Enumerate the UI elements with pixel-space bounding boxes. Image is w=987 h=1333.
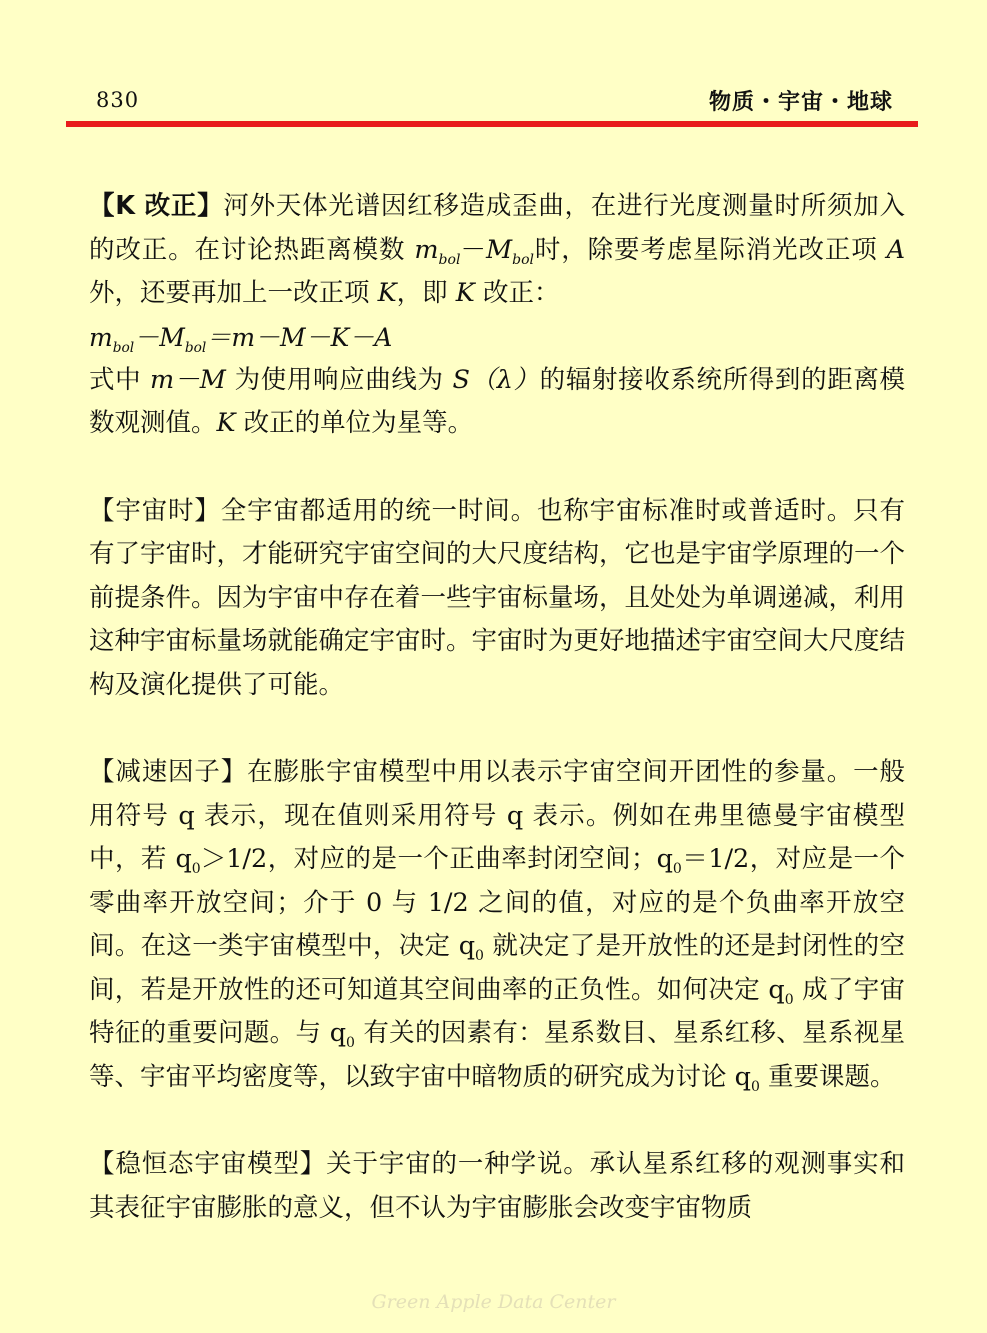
math-inequality: ＞1/2 xyxy=(200,844,268,874)
entry-term: 【稳恒态宇宙模型】 xyxy=(89,1149,327,1179)
math-q: q xyxy=(178,800,195,831)
entry-k-correction xyxy=(89,185,905,446)
math-minus: － xyxy=(460,234,486,265)
math-q0: q xyxy=(458,931,476,961)
page-number: 830 xyxy=(96,88,140,112)
formula-sub: bol xyxy=(184,339,207,356)
math-A: A xyxy=(886,234,906,265)
math-q0: q xyxy=(734,1061,751,1092)
math-half: 1/2 xyxy=(427,887,469,918)
entry-text: ，对应是一个零曲率开放空间；介于 xyxy=(89,844,905,918)
math-q0: q xyxy=(656,844,673,874)
formula-m: m xyxy=(89,322,113,352)
math-q0: q xyxy=(329,1018,347,1048)
entry-cosmic-time xyxy=(89,490,905,708)
entry-term: 【K 改正】 xyxy=(89,191,224,221)
math-m: m xyxy=(414,234,439,265)
entry-text: 全宇宙都适用的统一时间。也称宇宙标准时或普适时。只有有了宇宙时，才能研究宇宙空间的大尺度结构，它也是宇宙学原理的一个前提条件。因为宇宙中存在着一些宇宙标量场，且处处为单调递减，利用这种宇宙标量场就能确定宇宙时。宇宙时为更好地描述宇宙空间大尺度结构及演化提供了可能。 xyxy=(89,495,906,700)
formula-sub: bol xyxy=(112,339,135,356)
math-sub: bol xyxy=(438,251,461,268)
math-K: K xyxy=(377,278,397,308)
entry-text: 外，还要再加上一改正项 xyxy=(89,278,378,308)
entry-text: 之间的值，对应的是个负曲率开放空间。在这一类宇宙模型中，决定 xyxy=(89,887,906,961)
entry-paragraph xyxy=(89,359,905,446)
math-S-lambda: S（λ） xyxy=(452,364,540,395)
entry-paragraph xyxy=(89,1143,905,1230)
entry-text: 成了宇宙特征的重要问题。与 xyxy=(89,974,906,1048)
formula-M: M xyxy=(159,322,185,352)
watermark: Green Apple Data Center xyxy=(371,1291,616,1313)
formula-minus: － xyxy=(134,322,160,352)
math-zero: 0 xyxy=(365,887,383,918)
entry-text: 就决定了是开放性的还是封闭性的空间，若是开放性的还可知道其空间曲率的正负性。如何决定 xyxy=(89,931,905,1005)
entry-text: 表示，现在值则采用符号 xyxy=(194,800,507,831)
entry-text: 关于宇宙的一种学说。承认星系红移的观测事实和其表征宇宙膨胀的意义，但不认为宇宙膨胀会改变宇宙物质 xyxy=(89,1149,905,1223)
entry-term: 【减速因子】 xyxy=(89,757,248,787)
math-m-M: m－M xyxy=(150,364,226,395)
math-equality: ＝1/2 xyxy=(681,844,750,874)
entry-text: 在膨胀宇宙模型中用以表示宇宙空间开团性的参量。一般用符号 xyxy=(89,757,905,831)
entry-text: 为使用响应曲线为 xyxy=(225,364,453,395)
entry-text: 的辐射接收系统所得到的距离模数观测值。 xyxy=(89,364,905,438)
entry-text: 有关的因素有：星系数目、星系红移、星系视星等、宇宙平均密度等，以致宇宙中暗物质的研究成为讨论 xyxy=(89,1018,906,1092)
entry-deceleration-parameter xyxy=(89,751,905,1099)
math-sub: 0 xyxy=(346,1035,355,1052)
entry-term: 【宇宙时】 xyxy=(89,495,221,526)
page-content xyxy=(89,185,905,1274)
math-q: q xyxy=(506,800,524,831)
math-q0: q xyxy=(768,974,785,1005)
math-M: M xyxy=(485,234,513,265)
entry-text: 重要课题。 xyxy=(759,1061,896,1092)
header-rule xyxy=(66,121,918,127)
running-head: 物质・宇宙・地球 xyxy=(708,90,893,115)
entry-text: 与 xyxy=(382,887,428,918)
entry-text: 表示。例如在弗里德曼宇宙模型中，若 xyxy=(89,800,906,874)
entry-text: 时，除要考虑星际消光改正项 xyxy=(534,234,887,265)
entry-text: 改正： xyxy=(474,278,560,308)
math-q0: q xyxy=(175,844,192,874)
entry-paragraph xyxy=(89,185,905,316)
formula-rhs: ＝m－M－K－A xyxy=(206,322,393,352)
math-K: K xyxy=(216,408,236,438)
math-sub: 0 xyxy=(672,861,682,878)
entry-text: ，对应的是一个正曲率封闭空间； xyxy=(267,844,657,874)
entry-text: 式中 xyxy=(89,364,151,395)
math-sub: 0 xyxy=(191,861,201,878)
entry-paragraph xyxy=(89,751,905,1099)
math-sub: bol xyxy=(512,251,534,268)
math-sub: 0 xyxy=(784,991,794,1008)
entry-text: 河外天体光谱因红移造成歪曲，在进行光度测量时所须加入的改正。在讨论热距离模数 xyxy=(89,191,905,265)
entry-paragraph xyxy=(89,490,905,708)
math-sub: 0 xyxy=(475,948,484,965)
entry-text: 改正的单位为星等。 xyxy=(235,408,474,438)
formula xyxy=(89,316,905,359)
math-K: K xyxy=(455,278,475,308)
math-sub: 0 xyxy=(750,1078,760,1095)
entry-steady-state-model xyxy=(89,1143,905,1230)
entry-text: ，即 xyxy=(396,278,456,308)
